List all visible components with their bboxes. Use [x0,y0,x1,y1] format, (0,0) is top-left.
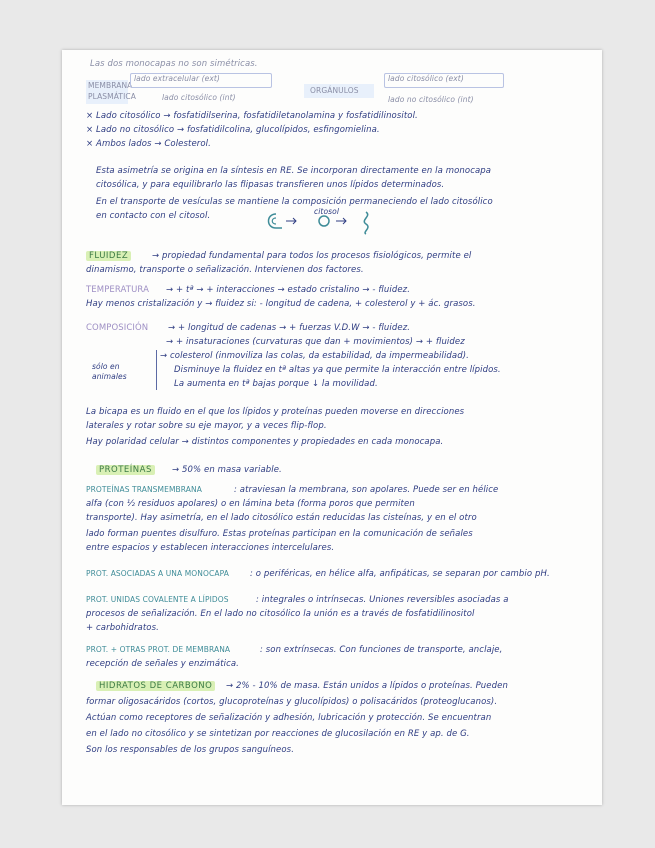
hidratos-line-4: en el lado no citosólico y se sintetizan por reacciones de glucosilación en RE y ap. de G. [86,729,470,739]
unidas-line-3: + carbohidratos. [86,623,159,633]
citosol-label: citosol [314,207,340,216]
otras-title: PROT. + OTRAS PROT. DE MEMBRANA [86,645,231,654]
colesterol-line-2: Disminuye la fluidez en tª altas ya que permite la interacción entre lípidos. [174,365,501,375]
polaridad-line: Hay polaridad celular → distintos componentes y propiedades en cada monocapa. [86,437,444,447]
proteinas-title: PROTEÍNAS [96,464,155,476]
hidratos-line-2: formar oligosacáridos (cortos, glucoproteínas y glucolípidos) o polisacáridos (proteoglucanos). [86,697,498,707]
asimetria-line-2: citosólica, y para equilibrarlo las flipasas transfieren unos lípidos determinados. [96,180,445,190]
temperatura-line: → + tª → + interacciones → estado cristalino → - fluidez. [166,285,411,295]
composicion-line-1: → + longitud de cadenas → + fuerzas V.D.W → - fluidez. [168,323,411,333]
unidas-line-2: procesos de señalización. En el lado no citosólico la unión es a través de fosfatidilinositol [86,609,475,619]
colesterol-line-1: → colesterol (inmoviliza las colas, da estabilidad, da impermeabilidad). [160,351,469,361]
lados-item-2: × Lado no citosólico → fosfatidilcolina, glucolípidos, esfingomielina. [86,125,380,135]
asociadas-title: PROT. ASOCIADAS A UNA MONOCAPA [86,569,229,578]
transmembrana-line-3: transporte). Hay asimetría, en el lado citosólico están reducidas las cisteínas, y en el otro [86,513,477,523]
hidratos-line-5: Son los responsables de los grupos sanguíneos. [86,745,295,755]
hidratos-line-3: Actúan como receptores de señalización y adhesión, lubricación y protección. Se encuentran [86,713,492,723]
lados-item-1: × Lado citosólico → fosfatidilserina, fosfatidiletanolamina y fosfatidilinositol. [86,111,418,121]
fluidez-line-2: dinamismo, transporte o señalización. Intervienen dos factores. [86,265,364,275]
lado-citosolico-ext: lado citosólico (ext) [388,74,464,83]
temperatura-line-2: Hay menos cristalización y → fluidez si: - longitud de cadena, + colesterol y + ác. grasos. [86,299,476,309]
fluidez-line-1: → propiedad fundamental para todos los procesos fisiológicos, permite el [152,251,472,261]
colesterol-line-3: La aumenta en tª bajas porque ↓ la movilidad. [174,379,378,389]
lado-no-citosolico-int: lado no citosólico (int) [388,95,474,104]
temperatura-title: TEMPERATURA [86,285,149,295]
bicapa-line-1: La bicapa es un fluido en el que los lípidos y proteínas pueden moverse en direcciones [86,407,465,417]
asimetria-line-4: en contacto con el citosol. [96,211,211,221]
otras-line-2: recepción de señales y enzimática. [86,659,239,669]
otras-line-1: : son extrínsecas. Con funciones de transporte, anclaje, [260,645,503,655]
animales-brace [156,350,157,390]
fluidez-title: FLUIDEZ [86,250,131,262]
transmembrana-line-2: alfa (con ½ residuos apolares) o en lámina beta (forma poros que permiten [86,499,415,509]
animales-label: sólo en animales [92,362,127,381]
notebook-page [62,50,602,805]
composicion-title: COMPOSICIÓN [86,323,149,333]
transmembrana-title: PROTEÍNAS TRANSMEMBRANA [86,485,202,494]
transmembrana-line-4: lado forman puentes disulfuro. Estas proteínas participan en la comunicación de señales [86,529,473,539]
lado-extracelular: lado extracelular (ext) [134,74,220,83]
organulos-label: ORGÁNULOS [310,86,359,95]
proteinas-title-rest: → 50% en masa variable. [172,465,282,475]
transmembrana-line-1: : atraviesan la membrana, son apolares. Puede ser en hélice [234,485,499,495]
unidas-line-1: : integrales o intrínsecas. Uniones reversibles asociadas a [256,595,509,605]
hidratos-title: HIDRATOS DE CARBONO [96,680,215,692]
lados-item-3: × Ambos lados → Colesterol. [86,139,211,149]
asociadas-line: : o periféricas, en hélice alfa, anfipáticas, se separan por cambio pH. [250,569,550,579]
vesicle-diagram-icon [262,210,412,236]
top-line: Las dos monocapas no son simétricas. [90,59,258,69]
asimetria-line-1: Esta asimetría se origina en la síntesis en RE. Se incorporan directamente en la monocapa [96,166,492,176]
unidas-title: PROT. UNIDAS COVALENTE A LÍPIDOS [86,595,229,604]
composicion-line-2: → + insaturaciones (curvaturas que dan + movimientos) → + fluidez [166,337,465,347]
hidratos-line-1: → 2% - 10% de masa. Están unidos a lípidos o proteínas. Pueden [226,681,508,691]
membrana-label: MEMBRANA PLASMÁTICA [88,81,136,101]
asimetria-line-3: En el transporte de vesículas se mantiene la composición permaneciendo el lado citosólico [96,197,493,207]
lado-citosolico-int: lado citosólico (int) [162,93,236,102]
transmembrana-line-5: entre espacios y establecen interacciones intercelulares. [86,543,335,553]
bicapa-line-2: laterales y rotar sobre su eje mayor, y a veces flip-flop. [86,421,327,431]
